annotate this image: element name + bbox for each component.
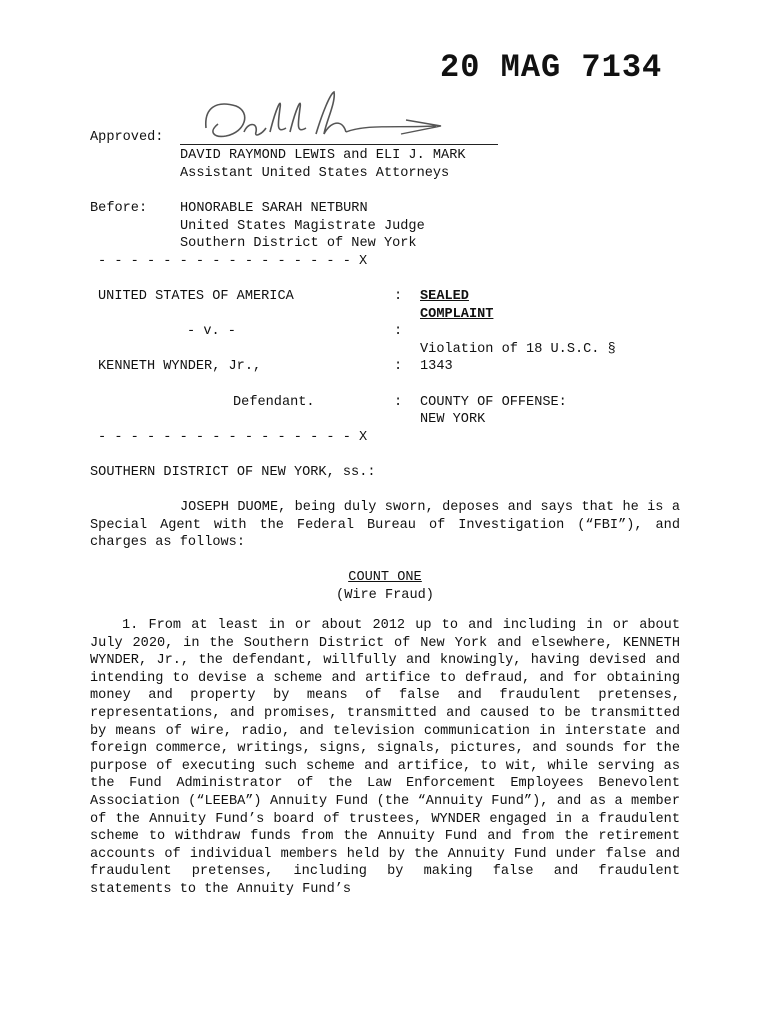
venue: SOUTHERN DISTRICT OF NEW YORK, ss.: (90, 465, 376, 480)
violation-line2: 1343 (420, 359, 453, 374)
county-label: COUNTY OF OFFENSE: (420, 395, 567, 410)
approved-label: Approved: (90, 130, 164, 145)
count-subtitle: (Wire Fraud) (336, 588, 434, 603)
caption-colon: : (394, 359, 403, 374)
approver-names: DAVID RAYMOND LEWIS and ELI J. MARK (180, 148, 466, 163)
judge-title: United States Magistrate Judge (180, 219, 425, 234)
county-value: NEW YORK (420, 412, 486, 427)
caption-colon: : (394, 289, 403, 304)
violation-line1: Violation of 18 U.S.C. § (420, 342, 616, 357)
paragraph-1: 1. From at least in or about 2012 up to and including in or about July 2020, in the Southern District of New York and elsewhere, KENNETH WYNDER, Jr., the defendant, willfully and knowingly, having devised and intending to devise a scheme and artifice to defraud, and for obtaining money and property by means of false and fraudulent pretenses, representations, and promises, transmitted and caused to be transmitted by means of wire, radio, and television communication in interstate and foreign commerce, writings, signs, signals, pictures, and sounds for the purpose of executing such scheme and artifice, to wit, while serving as the Fund Administrator of the Law Enforcement Employees Benevolent Association (“LEEBA”) Annuity Fund (the “Annuity Fund”), and as a member of the Annuity Fund’s board of trustees, WYNDER engaged in a fraudulent scheme to withdraw funds from the Annuity Fund and from the retirement accounts of individual members held by the Annuity Fund under false and fraudulent pretenses, including by making false and fraudulent statements to the Annuity Fund’s (90, 618, 680, 897)
sealed-label: SEALED (420, 289, 469, 304)
versus: - v. - (187, 324, 236, 339)
defendant-name: KENNETH WYNDER, Jr., (98, 359, 262, 374)
caption-divider-bottom: - - - - - - - - - - - - - - - - X (98, 430, 368, 445)
plaintiff-name: UNITED STATES OF AMERICA (98, 289, 294, 304)
signature-image (196, 88, 466, 148)
judge-district: Southern District of New York (180, 236, 417, 251)
before-label: Before: (90, 201, 148, 216)
case-number: 20 MAG 7134 (440, 49, 663, 86)
caption-colon: : (394, 324, 403, 339)
complaint-label: COMPLAINT (420, 307, 494, 322)
count-title (90, 569, 680, 587)
approver-title: Assistant United States Attorneys (180, 166, 450, 181)
intro-paragraph: JOSEPH DUOME, being duly sworn, deposes and says that he is a Special Agent with the Federal Bureau of Investigation (“FBI”), and charges as follows: (90, 500, 680, 551)
caption-divider-top: - - - - - - - - - - - - - - - - X (98, 254, 368, 269)
caption-colon: : (394, 395, 403, 410)
defendant-label: Defendant. (233, 395, 315, 410)
judge-name: HONORABLE SARAH NETBURN (180, 201, 368, 216)
signature-line (180, 144, 498, 145)
count-title-text: COUNT ONE (348, 570, 422, 585)
